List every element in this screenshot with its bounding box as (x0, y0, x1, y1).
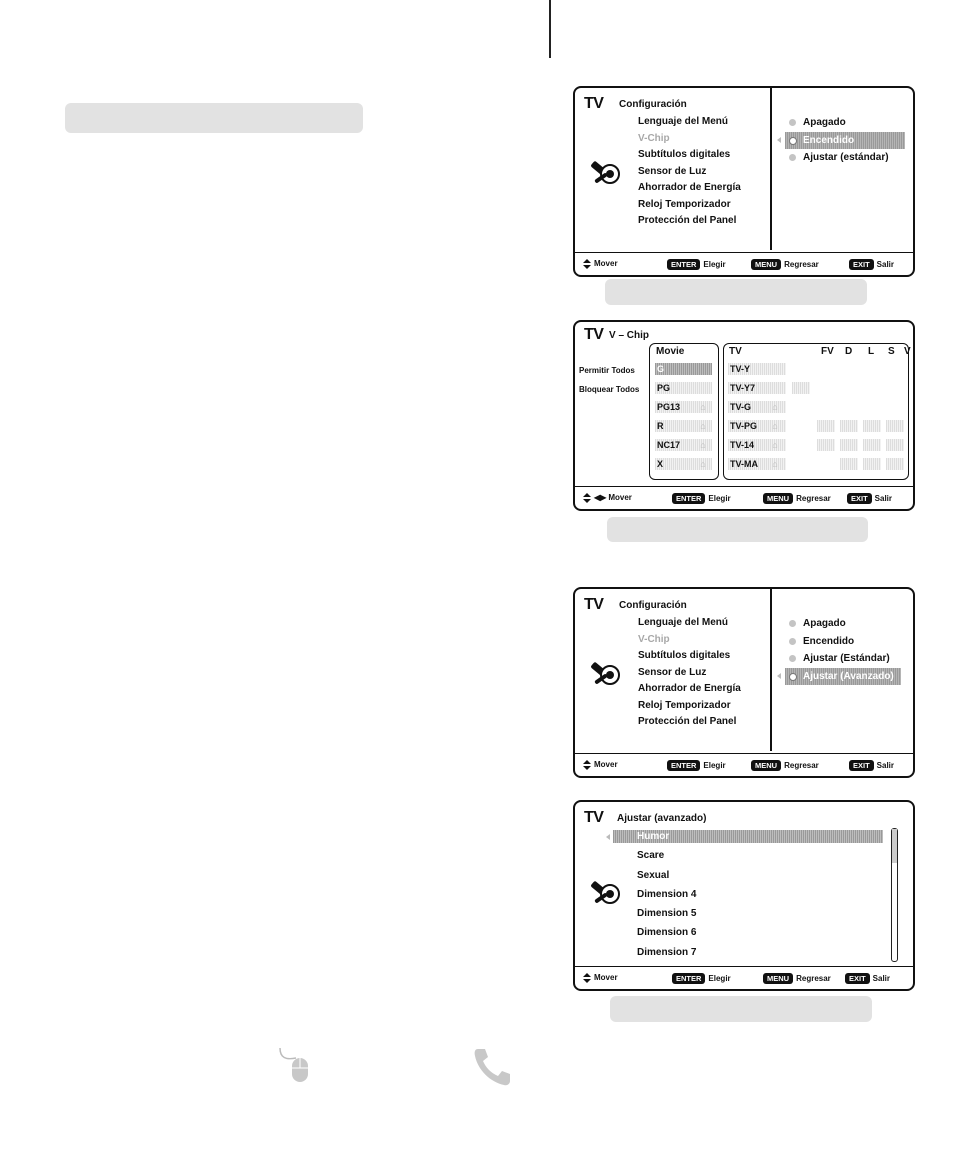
list-item-dimension-7[interactable]: Dimension 7 (637, 946, 697, 958)
tv-rating-tvpg[interactable]: TV-PG (730, 421, 758, 431)
menu-item-sleep-timer[interactable]: Reloj Temporizador (638, 198, 731, 210)
screen-title: Configuración (619, 600, 687, 611)
screen-footer (575, 753, 913, 776)
settings-menu (638, 615, 741, 731)
updown-arrow-icon (583, 259, 591, 269)
screen-title: Configuración (619, 99, 687, 110)
footer-exit: EXIT Salir (845, 973, 890, 984)
leftright-arrow-icon: ◀▶ (594, 493, 607, 503)
list-item-dimension-5[interactable]: Dimension 5 (637, 908, 697, 920)
option-ajustar-estandar[interactable]: Ajustar (Estándar) (785, 650, 901, 668)
settings-menu (638, 114, 741, 230)
footer-menu: MENU Regresar (763, 973, 831, 984)
caption-bar-2 (607, 517, 868, 542)
footer-enter: ENTER Elegir (667, 760, 726, 771)
footer-move: Mover (583, 760, 618, 770)
menu-item-vchip[interactable]: V-Chip (638, 633, 670, 645)
list-item-dimension-6[interactable]: Dimension 6 (637, 927, 697, 939)
screen-configuracion-1 (573, 86, 915, 277)
option-encendido[interactable]: Encendido (785, 633, 901, 651)
list-item-scare[interactable]: Scare (637, 850, 665, 862)
footer-menu: MENU Regresar (751, 760, 819, 771)
col-s: S (888, 346, 895, 357)
rating-r[interactable]: R (657, 421, 664, 431)
tv-rating-tvg[interactable]: TV-G (730, 402, 752, 412)
lock-icon: ⌂ (772, 459, 778, 469)
lock-icon: ⌂ (772, 421, 778, 431)
permitir-todos-button[interactable]: Permitir Todos (579, 366, 635, 375)
rating-g[interactable]: G (657, 364, 665, 374)
tv-label: TV (584, 809, 604, 826)
top-divider-line (549, 0, 551, 58)
rating-nc17[interactable]: NC17 (657, 440, 681, 450)
lock-icon: ⌂ (772, 402, 778, 412)
footer-enter: ENTER Elegir (672, 493, 731, 504)
tools-icon (588, 152, 624, 188)
menu-item-energy-saver[interactable]: Ahorrador de Energía (638, 182, 741, 193)
col-d: D (845, 346, 853, 357)
menu-item-light-sensor[interactable]: Sensor de Luz (638, 165, 707, 177)
screen-title: Ajustar (avanzado) (617, 813, 707, 824)
tools-icon (588, 872, 624, 908)
movie-ratings-box (649, 343, 719, 480)
option-encendido[interactable]: Encendido (785, 132, 905, 150)
updown-arrow-icon (583, 493, 591, 503)
screen-footer (575, 252, 913, 275)
tv-label: TV (584, 326, 604, 343)
tv-rating-tvy[interactable]: TV-Y (730, 364, 751, 374)
menu-item-panel-protection[interactable]: Protección del Panel (638, 215, 737, 226)
footer-enter: ENTER Elegir (667, 259, 726, 270)
left-arrow-icon (606, 834, 610, 840)
footer-move: Mover (583, 259, 618, 269)
rating-x[interactable]: X (657, 459, 664, 469)
screen-footer (575, 486, 913, 509)
footer-move: Mover (583, 973, 618, 983)
screen-title: V – Chip (609, 330, 650, 341)
menu-item-energy-saver[interactable]: Ahorrador de Energía (638, 683, 741, 694)
list-item-dimension-4[interactable]: Dimension 4 (637, 888, 697, 900)
tv-label: TV (584, 596, 604, 613)
lock-icon: ⌂ (700, 421, 706, 431)
footer-exit: EXIT Salir (849, 760, 894, 771)
col-v: V (904, 346, 911, 357)
tools-icon (588, 653, 624, 689)
vchip-options (785, 615, 901, 685)
tv-label: TV (584, 95, 604, 112)
tv-rating-tvy7[interactable]: TV-Y7 (730, 383, 756, 393)
col-fv: FV (821, 346, 834, 357)
lock-icon: ⌂ (700, 402, 706, 412)
lock-icon: ⌂ (700, 459, 706, 469)
footer-exit: EXIT Salir (847, 493, 892, 504)
menu-item-digital-captions[interactable]: Subtítulos digitales (638, 650, 731, 661)
footer-move: ◀▶ Mover (583, 493, 632, 503)
list-item-humor[interactable]: Humor (637, 831, 670, 842)
phone-icon (472, 1046, 514, 1088)
tv-rating-tv14[interactable]: TV-14 (730, 440, 755, 450)
option-ajustar-avanzado[interactable]: Ajustar (Avanzado) (785, 668, 901, 686)
movie-header: Movie (656, 346, 685, 357)
menu-item-language[interactable]: Lenguaje del Menú (638, 116, 729, 127)
footer-enter: ENTER Elegir (672, 973, 731, 984)
footer-menu: MENU Regresar (751, 259, 819, 270)
screen-ajustar-avanzado (573, 800, 915, 991)
menu-item-light-sensor[interactable]: Sensor de Luz (638, 666, 707, 678)
bloquear-todos-button[interactable]: Bloquear Todos (579, 385, 640, 394)
screen-configuracion-2 (573, 587, 915, 778)
mouse-icon (276, 1044, 312, 1084)
section-header-bar (65, 103, 363, 133)
menu-item-panel-protection[interactable]: Protección del Panel (638, 716, 737, 727)
lock-icon: ⌂ (772, 440, 778, 450)
tv-ratings-box (723, 343, 909, 480)
updown-arrow-icon (583, 760, 591, 770)
updown-arrow-icon (583, 973, 591, 983)
screen-vchip (573, 320, 915, 511)
tv-header: TV (729, 346, 742, 357)
caption-bar-1 (605, 279, 867, 305)
rating-pg[interactable]: PG (657, 383, 671, 393)
scrollbar[interactable] (891, 828, 898, 962)
caption-bar-3 (610, 996, 872, 1022)
menu-item-vchip[interactable]: V-Chip (638, 132, 670, 144)
menu-item-sleep-timer[interactable]: Reloj Temporizador (638, 699, 731, 711)
panel-divider (770, 589, 772, 751)
option-apagado[interactable]: Apagado (785, 114, 905, 132)
menu-item-language[interactable]: Lenguaje del Menú (638, 617, 729, 628)
option-ajustar-estandar[interactable]: Ajustar (estándar) (785, 149, 905, 167)
option-apagado[interactable]: Apagado (785, 615, 901, 633)
screen-footer (575, 966, 913, 989)
dimension-list (637, 827, 696, 962)
rating-pg13[interactable]: PG13 (657, 402, 681, 412)
col-l: L (868, 346, 875, 357)
scrollbar-thumb[interactable] (892, 829, 897, 863)
tv-rating-tvma[interactable]: TV-MA (730, 459, 758, 469)
footer-exit: EXIT Salir (849, 259, 894, 270)
footer-menu: MENU Regresar (763, 493, 831, 504)
lock-icon: ⌂ (700, 440, 706, 450)
list-item-sexual[interactable]: Sexual (637, 869, 670, 881)
vchip-options (785, 114, 905, 167)
panel-divider (770, 88, 772, 250)
menu-item-digital-captions[interactable]: Subtítulos digitales (638, 149, 731, 160)
